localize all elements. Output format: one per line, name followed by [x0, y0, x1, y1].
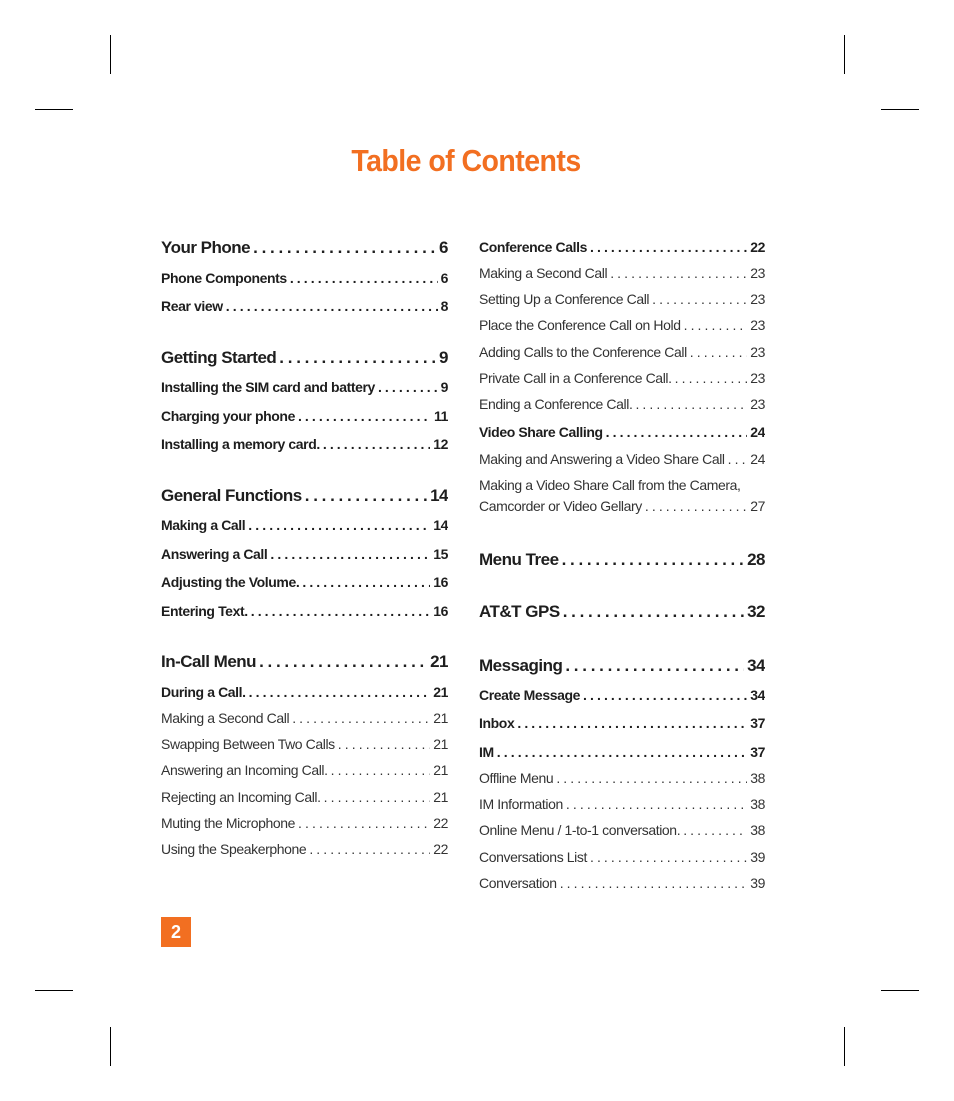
toc-item-entry[interactable] — [161, 815, 448, 831]
toc-entry-page: 37 — [750, 715, 765, 731]
toc-section-entry[interactable] — [161, 486, 448, 506]
toc-entry-label-line2: Camcorder or Video Gellary — [479, 498, 642, 514]
toc-subsection-entry[interactable] — [161, 574, 448, 590]
dot-leader — [583, 687, 747, 703]
toc-entry-label: Private Call in a Conference Call. — [479, 370, 672, 386]
dot-leader — [270, 546, 430, 562]
dot-leader — [652, 291, 747, 307]
toc-section-entry[interactable] — [479, 602, 765, 622]
dot-leader — [305, 486, 427, 506]
toc-entry-label: Installing a memory card. — [161, 436, 320, 452]
toc-entry-page: 23 — [750, 265, 765, 281]
dot-leader — [331, 762, 431, 778]
toc-entry-page: 21 — [433, 762, 448, 778]
toc-entry-label: General Functions — [161, 486, 302, 505]
toc-entry-label: Answering a Call — [161, 546, 268, 562]
toc-item-entry[interactable] — [161, 736, 448, 752]
dot-leader — [517, 715, 747, 731]
toc-subsection-entry[interactable] — [161, 379, 448, 395]
toc-entry-page: 21 — [430, 652, 448, 671]
toc-entry-page: 21 — [433, 684, 448, 700]
dot-leader — [323, 436, 430, 452]
toc-entry-label: Making a Call — [161, 517, 246, 533]
dot-leader — [590, 239, 747, 255]
toc-entry-page: 22 — [433, 841, 448, 857]
toc-entry-page: 14 — [433, 517, 448, 533]
dot-leader — [690, 344, 747, 360]
toc-subsection-entry[interactable] — [161, 436, 448, 452]
toc-entry-page: 22 — [750, 239, 765, 255]
toc-item-entry[interactable] — [161, 710, 448, 726]
page-number-badge: 2 — [161, 917, 191, 947]
dot-leader — [497, 744, 747, 760]
toc-entry-multiline[interactable] — [479, 477, 765, 514]
toc-entry-page: 9 — [439, 348, 448, 367]
toc-entry-label-line1: Making a Video Share Call from the Camera, — [479, 477, 741, 493]
toc-entry-label: Rear view — [161, 298, 223, 314]
toc-subsection-entry[interactable] — [161, 270, 448, 286]
toc-section-entry[interactable] — [161, 652, 448, 672]
toc-entry-page: 39 — [750, 875, 765, 891]
toc-entry-page: 37 — [750, 744, 765, 760]
toc-entry-label: Ending a Conference Call. — [479, 396, 633, 412]
toc-entry-page: 24 — [750, 424, 765, 440]
toc-entry-label: Menu Tree — [479, 550, 559, 569]
toc-subsection-entry[interactable] — [479, 687, 765, 703]
toc-subsection-entry[interactable] — [161, 603, 448, 619]
toc-entry-page: 15 — [433, 546, 448, 562]
toc-entry-page: 11 — [434, 408, 448, 424]
dot-leader — [279, 348, 436, 368]
toc-entry-label: AT&T GPS — [479, 602, 560, 621]
toc-entry-page: 14 — [430, 486, 448, 505]
toc-entry-label: Phone Components — [161, 270, 287, 286]
toc-entry-label: IM — [479, 744, 494, 760]
toc-entry-label: Making and Answering a Video Share Call — [479, 451, 725, 467]
toc-entry-page: 34 — [747, 656, 765, 675]
dot-leader — [566, 796, 747, 812]
toc-entry-label: Video Share Calling — [479, 424, 603, 440]
crop-mark-top-right — [844, 35, 845, 74]
toc-entry-page: 21 — [433, 789, 448, 805]
dot-leader — [728, 451, 748, 467]
toc-item-entry[interactable] — [479, 875, 765, 891]
dot-leader — [248, 517, 430, 533]
toc-entry-label: Create Message — [479, 687, 581, 703]
toc-subsection-entry[interactable] — [479, 424, 765, 440]
dot-leader — [562, 550, 744, 570]
dot-leader — [302, 574, 430, 590]
toc-subsection-entry[interactable] — [479, 744, 765, 760]
toc-subsection-entry[interactable] — [161, 517, 448, 533]
crop-mark-bottom-right — [844, 1027, 845, 1066]
dot-leader — [683, 822, 747, 838]
toc-section-entry[interactable] — [479, 550, 765, 570]
toc-item-entry[interactable] — [479, 396, 765, 412]
dot-leader — [610, 265, 747, 281]
dot-leader — [298, 408, 431, 424]
toc-item-entry[interactable] — [479, 265, 765, 281]
crop-mark-bottom-left — [110, 1027, 111, 1066]
toc-entry-page: 28 — [747, 550, 765, 569]
toc-item-entry[interactable] — [479, 291, 765, 307]
toc-entry-label: Rejecting an Incoming Call. — [161, 789, 321, 805]
dot-leader — [309, 841, 430, 857]
toc-entry-label: Swapping Between Two Calls — [161, 736, 335, 752]
dot-leader — [556, 770, 747, 786]
toc-entry-page: 23 — [750, 344, 765, 360]
toc-entry-page: 22 — [433, 815, 448, 831]
toc-entry-label: Getting Started — [161, 348, 277, 367]
crop-mark-top-left — [110, 35, 111, 74]
toc-item-entry[interactable] — [161, 789, 448, 805]
toc-entry-label: Your Phone — [161, 238, 251, 257]
toc-entry-page: 23 — [750, 396, 765, 412]
toc-entry-page: 23 — [750, 370, 765, 386]
crop-mark-bottom-left-h — [35, 990, 73, 991]
dot-leader — [645, 498, 747, 514]
toc-item-entry[interactable] — [161, 841, 448, 857]
toc-entry-page: 38 — [750, 770, 765, 786]
toc-item-entry[interactable] — [479, 344, 765, 360]
toc-entry-label: Answering an Incoming Call. — [161, 762, 328, 778]
toc-item-entry[interactable] — [479, 822, 765, 838]
toc-entry-label: Online Menu / 1-to-1 conversation. — [479, 822, 681, 838]
dot-leader — [290, 270, 438, 286]
toc-entry-label: Place the Conference Call on Hold — [479, 317, 681, 333]
toc-entry-label: Messaging — [479, 656, 563, 675]
crop-mark-bottom-right-h — [881, 990, 919, 991]
toc-subsection-entry[interactable] — [161, 298, 448, 314]
toc-item-entry[interactable] — [161, 762, 448, 778]
toc-entry-page: 16 — [433, 574, 448, 590]
toc-entry-page: 21 — [433, 736, 448, 752]
page-title: Table of Contents — [351, 143, 581, 178]
toc-subsection-entry[interactable] — [161, 408, 448, 424]
dot-leader — [249, 684, 431, 700]
toc-entry-page: 23 — [750, 317, 765, 333]
crop-mark-top-right-h — [881, 109, 919, 110]
dot-leader — [253, 238, 436, 258]
toc-entry-label: Making a Second Call — [161, 710, 290, 726]
dot-leader — [338, 736, 430, 752]
toc-entry-label: Offline Menu — [479, 770, 554, 786]
toc-entry-label: IM Information — [479, 796, 563, 812]
dot-leader — [298, 815, 430, 831]
toc-subsection-entry[interactable] — [161, 546, 448, 562]
toc-entry-label: Using the Speakerphone — [161, 841, 307, 857]
toc-entry-page: 21 — [433, 710, 448, 726]
dot-leader — [563, 602, 744, 622]
toc-entry-page: 38 — [750, 796, 765, 812]
dot-leader — [292, 710, 430, 726]
dot-leader — [684, 317, 748, 333]
toc-subsection-entry[interactable] — [161, 684, 448, 700]
toc-entry-page: 39 — [750, 849, 765, 865]
dot-leader — [226, 298, 438, 314]
toc-entry-label: Entering Text. — [161, 603, 248, 619]
toc-entry-label: Setting Up a Conference Call — [479, 291, 650, 307]
toc-entry-page: 38 — [750, 822, 765, 838]
toc-entry-page: 24 — [750, 451, 765, 467]
toc-item-entry[interactable] — [479, 451, 765, 467]
toc-item-entry[interactable] — [479, 770, 765, 786]
toc-entry-label: During a Call. — [161, 684, 246, 700]
toc-entry-page: 6 — [440, 270, 448, 286]
dot-leader — [251, 603, 431, 619]
dot-leader — [378, 379, 438, 395]
toc-entry-label: Adding Calls to the Conference Call — [479, 344, 687, 360]
toc-entry-page: 12 — [433, 436, 448, 452]
dot-leader — [606, 424, 748, 440]
dot-leader — [560, 875, 748, 891]
toc-entry-page: 9 — [440, 379, 448, 395]
toc-entry-page: 16 — [433, 603, 448, 619]
toc-subsection-entry[interactable] — [479, 715, 765, 731]
toc-entry-label: Installing the SIM card and battery — [161, 379, 375, 395]
toc-subsection-entry[interactable] — [479, 239, 765, 255]
toc-entry-page: 6 — [439, 238, 448, 257]
toc-section-entry[interactable] — [161, 348, 448, 368]
toc-entry-label: In-Call Menu — [161, 652, 257, 671]
toc-item-entry[interactable] — [479, 370, 765, 386]
dot-leader — [259, 652, 427, 672]
dot-leader — [565, 656, 744, 676]
toc-entry-label: Making a Second Call — [479, 265, 608, 281]
toc-entry-page: 23 — [750, 291, 765, 307]
toc-entry-page: 34 — [750, 687, 765, 703]
toc-entry-label: Conference Calls — [479, 239, 587, 255]
toc-entry-page: 32 — [747, 602, 765, 621]
toc-item-entry[interactable] — [479, 317, 765, 333]
toc-entry-page: 27 — [750, 498, 765, 514]
toc-entry-page: 8 — [440, 298, 448, 314]
toc-item-entry[interactable] — [479, 796, 765, 812]
toc-entry-label: Conversation — [479, 875, 557, 891]
toc-entry-label: Muting the Microphone — [161, 815, 296, 831]
toc-section-entry[interactable] — [479, 656, 765, 676]
toc-entry-label: Adjusting the Volume. — [161, 574, 300, 590]
toc-item-entry[interactable] — [479, 849, 765, 865]
crop-mark-top-left-h — [35, 109, 73, 110]
dot-leader — [590, 849, 747, 865]
toc-entry-label: Conversations List — [479, 849, 587, 865]
toc-section-entry[interactable] — [161, 238, 448, 258]
dot-leader — [324, 789, 431, 805]
dot-leader — [675, 370, 748, 386]
toc-entry-label: Charging your phone — [161, 408, 295, 424]
dot-leader — [635, 396, 747, 412]
toc-entry-label: Inbox — [479, 715, 515, 731]
